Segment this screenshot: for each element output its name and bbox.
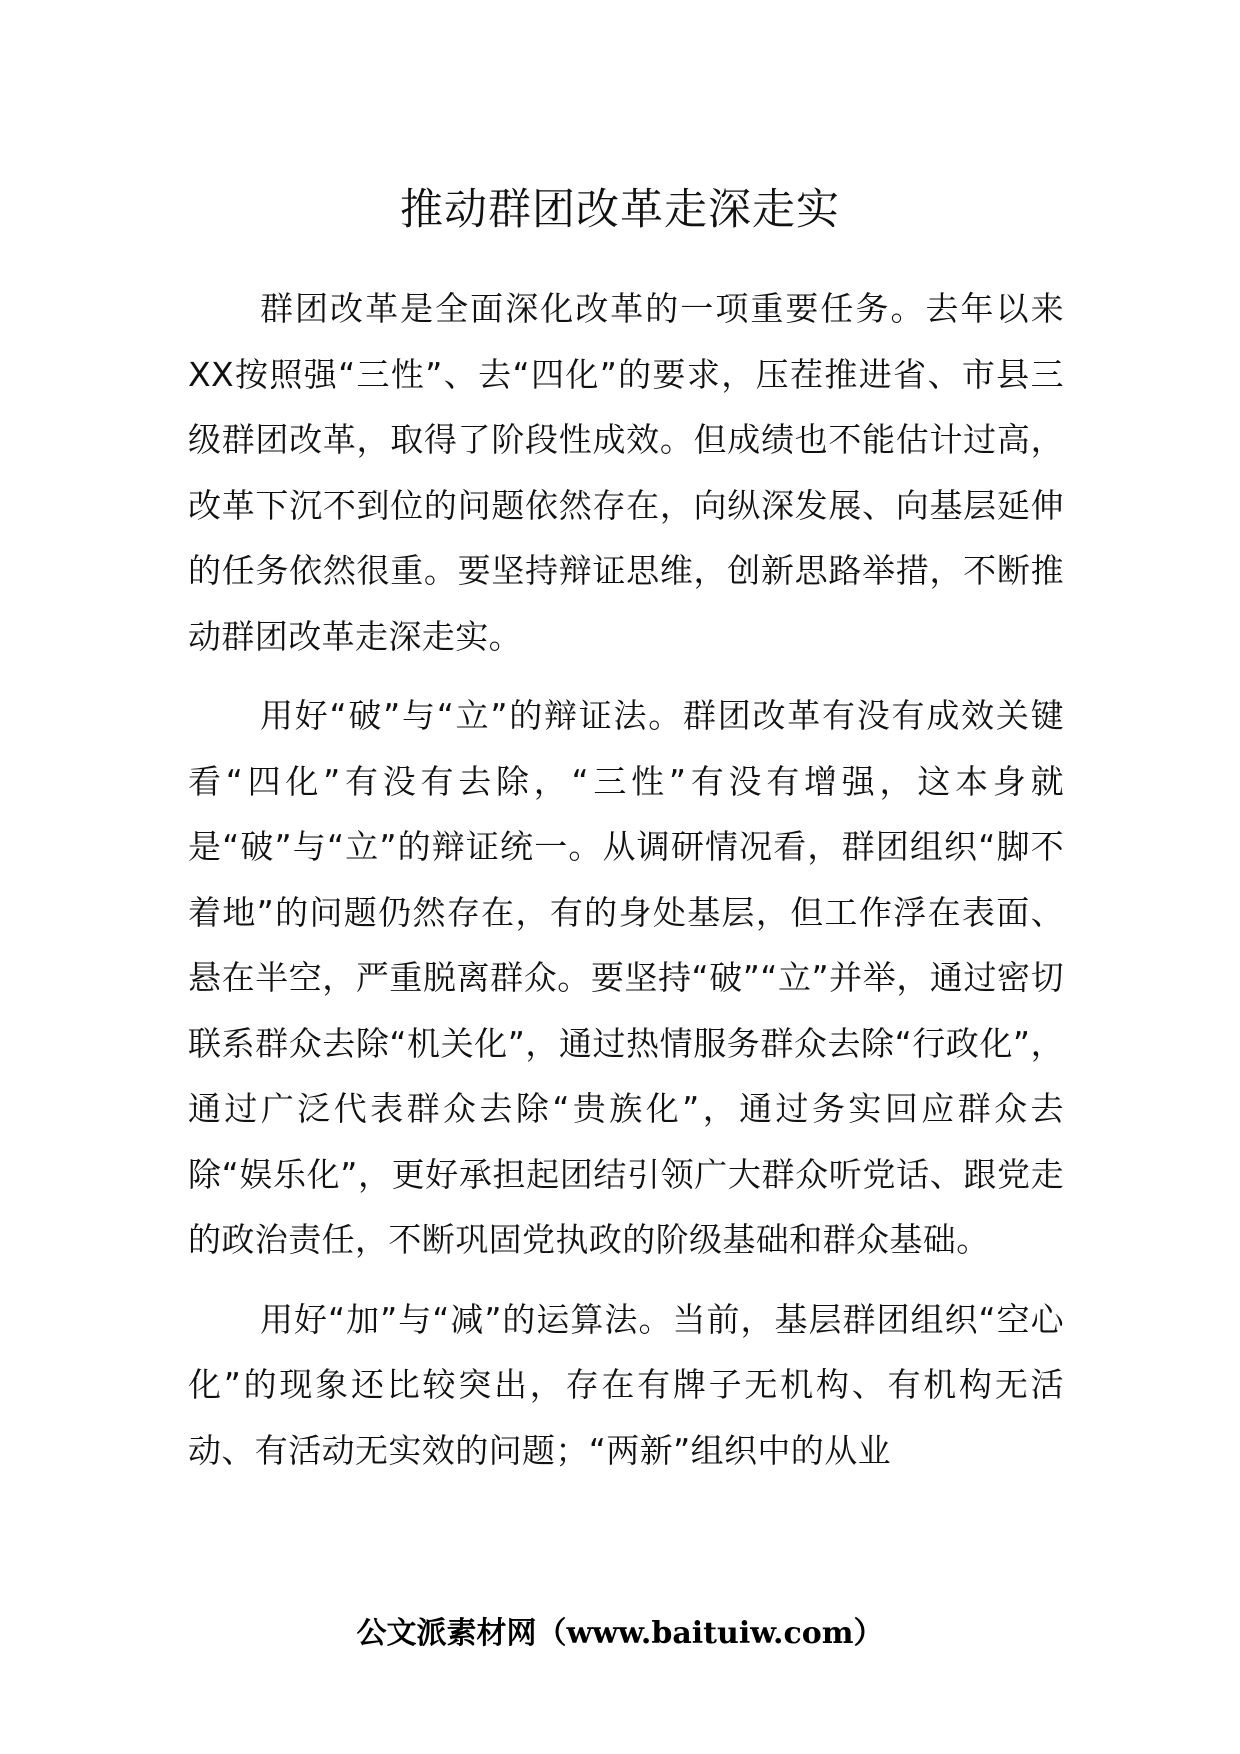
document-body [188,276,1064,1483]
document-title: 推动群团改革走深走实 [400,185,840,235]
paragraph-add-and-subtract: 用好“加”与“减”的运算法。当前，基层群团组织“空心化”的现象还比较突出，存在有牌子无机构、有机构无活动、有活动无实效的问题；“两新”组织中的从业 [188,1299,1064,1470]
paragraph-break-and-build: 用好“破”与“立”的辩证法。群团改革有没有成效关键看“四化”有没有去除，“三性”有没有增强，这本身就是“破”与“立”的辩证统一。从调研情况看，群团组织“脚不着地”的问题仍然存在，有的身处基层，但工作浮在表面、悬在半空，严重脱离群众。要坚持“破”“立”并举，通过密切联系群众去除“机关化”，通过热情服务群众去除“行政化”，通过广泛代表群众去除“贵族化”，通过务实回应群众去除“娱乐化”，更好承担起团结引领广大群众听党话、跟党走的政治责任，不断巩固党执政的阶级基础和群众基础。 [188,696,1064,1259]
watermark-footer: 公文派素材网（www.baituiw.com） [356,1616,884,1651]
paragraph-intro: 群团改革是全面深化改革的一项重要任务。去年以来XX按照强“三性”、去“四化”的要求，压茬推进省、市县三级群团改革，取得了阶段性成效。但成绩也不能估计过高，改革下沉不到位的问题依然存在，向纵深发展、向基层延伸的任务依然很重。要坚持辩证思维，创新思路举措，不断推动群团改革走深走实。 [188,289,1064,656]
